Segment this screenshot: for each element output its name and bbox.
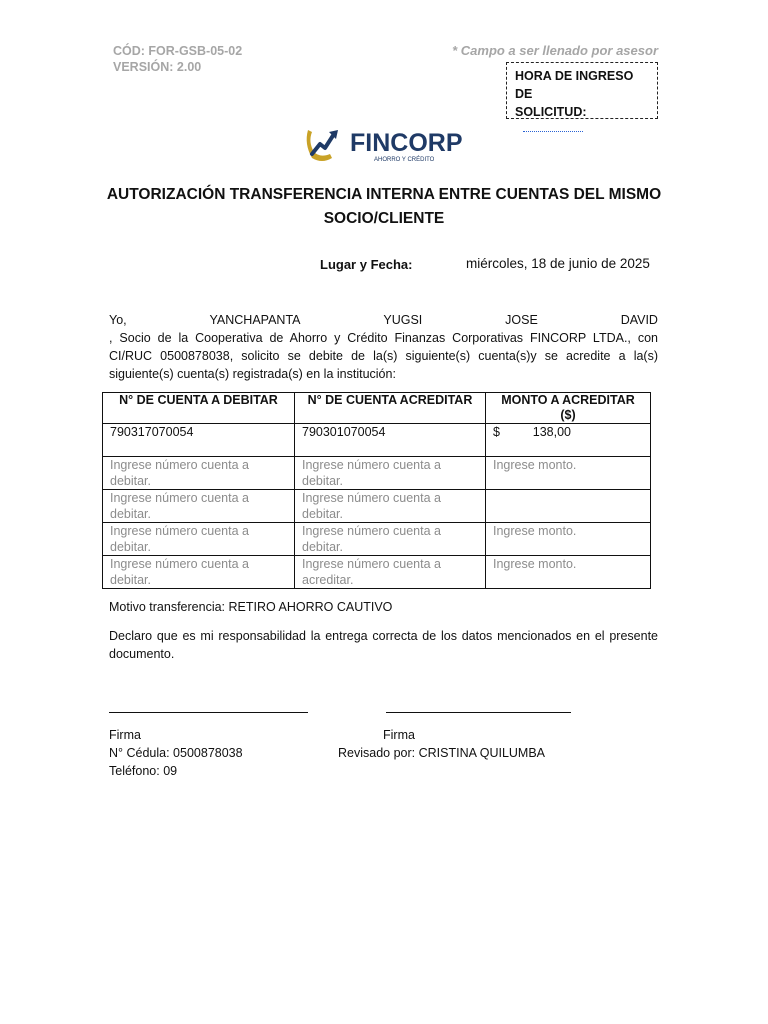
currency-symbol: $ <box>493 425 500 439</box>
declaration-text: Declaro que es mi responsabilidad la entrega correcta de los datos mencionados en el presente documento. <box>109 629 658 661</box>
amount-cell[interactable]: Ingrese monto. <box>486 523 651 556</box>
transfer-table <box>102 392 651 589</box>
header-debit-account: N° DE CUENTA A DEBITAR <box>103 393 295 424</box>
form-code: CÓD: FOR-GSB-05-02 <box>113 44 243 58</box>
table-header-row <box>103 393 651 424</box>
table-row <box>103 490 651 523</box>
signature-line-left <box>109 712 308 713</box>
logo-name: FINCORP <box>350 129 463 157</box>
client-name-3[interactable]: JOSE <box>505 313 538 327</box>
signature-right-label: Firma <box>383 728 415 742</box>
hour-box-label-line2: SOLICITUD: <box>515 105 587 119</box>
logo-tagline: AHORRO Y CRÉDITO <box>374 157 435 163</box>
debit-account-cell[interactable]: 790317070054 <box>103 424 295 457</box>
transfer-reason: Motivo transferencia: RETIRO AHORRO CAUTIVO <box>109 600 393 614</box>
debit-account-cell[interactable]: Ingrese número cuenta a debitar. <box>103 457 295 490</box>
credit-account-cell[interactable]: Ingrese número cuenta a debitar. <box>295 490 486 523</box>
amount-cell[interactable] <box>486 424 651 457</box>
amount-cell[interactable]: Ingrese monto. <box>486 457 651 490</box>
advisor-note: * Campo a ser llenado por asesor <box>452 43 658 58</box>
client-name-2[interactable]: YUGSI <box>383 313 423 327</box>
place-date-value[interactable]: miércoles, 18 de junio de 2025 <box>466 256 650 271</box>
debit-account-cell[interactable]: Ingrese número cuenta a debitar. <box>103 523 295 556</box>
credit-account-cell[interactable]: 790301070054 <box>295 424 486 457</box>
credit-account-cell[interactable]: Ingrese número cuenta a acreditar. <box>295 556 486 589</box>
hour-box-label-line1: HORA DE INGRESO DE <box>515 69 634 101</box>
amount-cell[interactable] <box>486 490 651 523</box>
signature-left-label: Firma <box>109 728 141 742</box>
intro-paragraph <box>109 311 658 383</box>
document-title <box>100 183 668 231</box>
credit-account-cell[interactable]: Ingrese número cuenta a debitar. <box>295 523 486 556</box>
intro-text: , Socio de la Cooperativa de Ahorro y Crédito Finanzas Corporativas FINCORP LTDA., con CI/RUC 0500878038, solicito se debite de la(s) siguiente(s) cuenta(s)y se acredite a la(s) siguiente(s) cuenta(s) registrada(s) en la institución: <box>109 331 658 381</box>
hour-input-field[interactable] <box>523 131 583 132</box>
table-row <box>103 424 651 457</box>
yo-label: Yo, <box>109 313 127 327</box>
id-number: N° Cédula: 0500878038 <box>109 746 243 760</box>
amount-value: 138,00 <box>532 425 571 439</box>
header-credit-account: N° DE CUENTA ACREDITAR <box>295 393 486 424</box>
logo-emblem-icon <box>307 130 338 161</box>
title-line-1: AUTORIZACIÓN TRANSFERENCIA INTERNA ENTRE CUENTAS DEL MISMO <box>106 186 662 203</box>
table-row <box>103 556 651 589</box>
table-row <box>103 523 651 556</box>
table-row <box>103 457 651 490</box>
form-code-block <box>113 43 242 75</box>
client-name-line <box>109 311 658 329</box>
header-amount: MONTO A ACREDITAR ($) <box>486 393 651 424</box>
debit-account-cell[interactable]: Ingrese número cuenta a debitar. <box>103 556 295 589</box>
signature-line-right <box>386 712 571 713</box>
client-name-4[interactable]: DAVID <box>620 313 658 327</box>
title-line-2: SOCIO/CLIENTE <box>323 210 445 227</box>
credit-account-cell[interactable]: Ingrese número cuenta a debitar. <box>295 457 486 490</box>
form-version: VERSIÓN: 2.00 <box>113 60 202 74</box>
client-name-1[interactable]: YANCHAPANTA <box>209 313 301 327</box>
phone-number: Teléfono: 09 <box>109 764 178 778</box>
hour-box <box>506 62 658 119</box>
debit-account-cell[interactable]: Ingrese número cuenta a debitar. <box>103 490 295 523</box>
amount-cell[interactable]: Ingrese monto. <box>486 556 651 589</box>
place-date-label: Lugar y Fecha: <box>320 257 413 272</box>
signature-left-block <box>109 726 243 780</box>
reviewed-by: Revisado por: CRISTINA QUILUMBA <box>338 746 546 760</box>
fincorp-logo <box>302 124 468 166</box>
